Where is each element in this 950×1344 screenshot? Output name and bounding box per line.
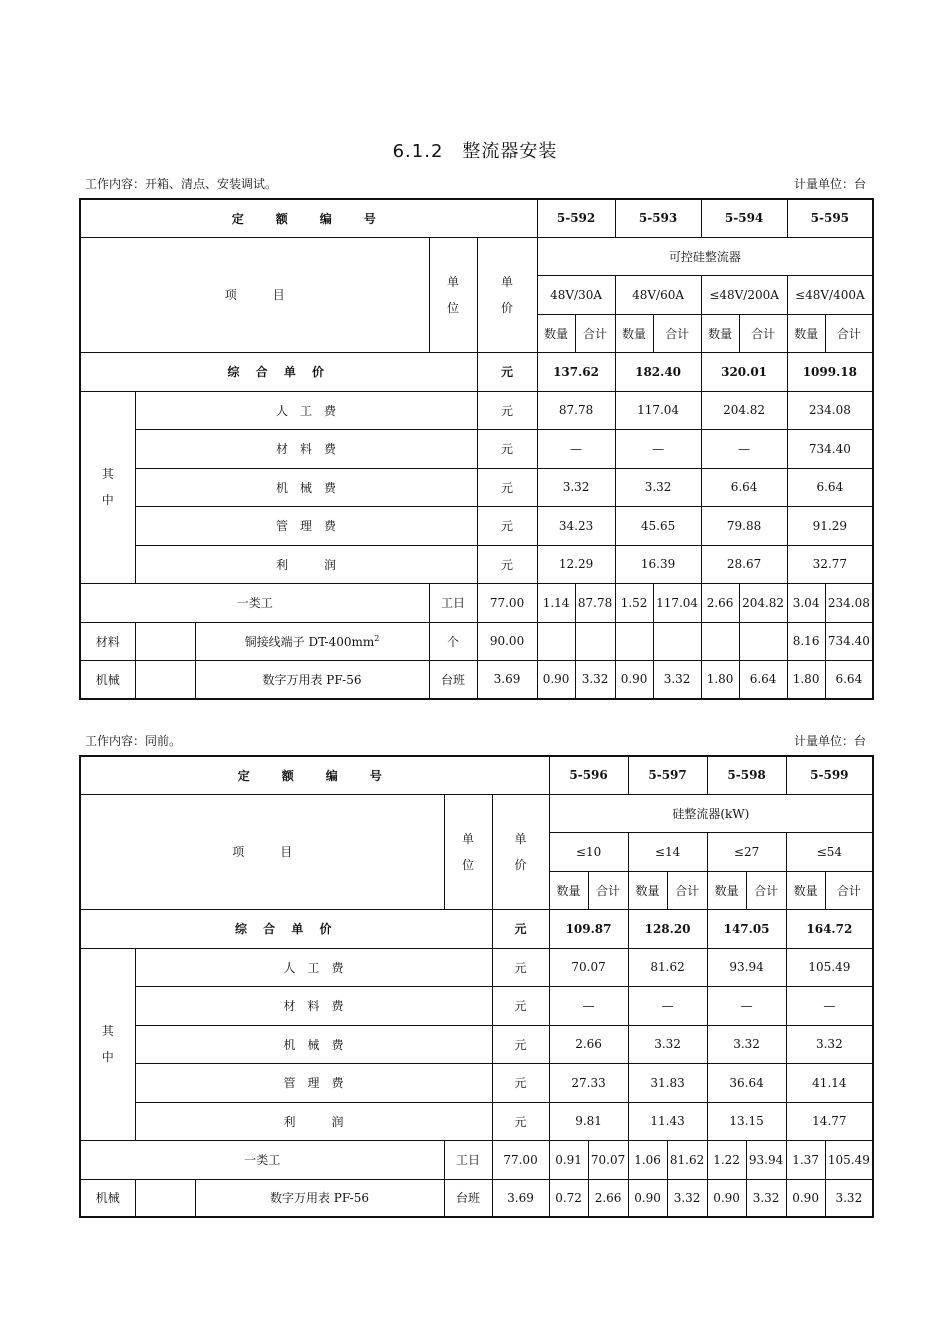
spec-header: ≤48V/400A	[787, 275, 873, 314]
cost-item-value: 3.32	[628, 1025, 707, 1063]
cost-item-value: —	[707, 986, 786, 1025]
cost-item-unit: 元	[492, 1102, 549, 1140]
cost-item-name: 人 工 费	[135, 391, 477, 429]
sum-header: 合计	[746, 871, 786, 909]
cost-item-value: 2.66	[549, 1025, 628, 1063]
spec-header: ≤14	[628, 832, 707, 871]
cost-item-name: 管 理 费	[135, 1063, 492, 1102]
cost-item-value: 87.78	[537, 391, 615, 429]
item-header: 项 目	[80, 794, 444, 909]
spec-header: ≤10	[549, 832, 628, 871]
machine-sum: 3.32	[746, 1179, 786, 1217]
sum-header: 合计	[739, 314, 787, 352]
total-price-unit: 元	[492, 909, 549, 948]
machine-qty: 0.72	[549, 1179, 588, 1217]
cost-item-name: 人 工 费	[135, 948, 492, 986]
cost-item-name: 利 润	[135, 545, 477, 583]
quota-code: 5-595	[787, 199, 873, 237]
machine-qty: 0.90	[628, 1179, 667, 1217]
machine-sum: 3.32	[667, 1179, 707, 1217]
cost-item-value: 12.29	[537, 545, 615, 583]
labor-sum: 87.78	[575, 583, 615, 622]
cost-item-value: —	[786, 986, 873, 1025]
spec-header: 48V/60A	[615, 275, 701, 314]
machine-qty: 0.90	[786, 1179, 825, 1217]
labor-qty: 3.04	[787, 583, 825, 622]
total-price-value: 164.72	[786, 909, 873, 948]
cost-item-value: 9.81	[549, 1102, 628, 1140]
machine-blank	[135, 660, 195, 699]
price-header: 单 价	[477, 237, 537, 352]
sum-header: 合计	[575, 314, 615, 352]
cost-item-value: 13.15	[707, 1102, 786, 1140]
quota-code: 5-593	[615, 199, 701, 237]
quota-code: 5-594	[701, 199, 787, 237]
price-header: 单 价	[492, 794, 549, 909]
cost-item-name: 材 料 费	[135, 429, 477, 468]
machine-unit: 台班	[444, 1179, 492, 1217]
machine-price: 3.69	[492, 1179, 549, 1217]
cost-item-value: 28.67	[701, 545, 787, 583]
cost-item-value: 734.40	[787, 429, 873, 468]
work-content-1: 工作内容：开箱、清点、安装调试。	[85, 177, 278, 191]
machine-sum: 3.32	[653, 660, 701, 699]
code-header: 定 额 编 号	[80, 199, 537, 237]
material-qty	[537, 622, 575, 660]
qty-header: 数量	[537, 314, 575, 352]
total-price-value: 320.01	[701, 352, 787, 391]
labor-price: 77.00	[477, 583, 537, 622]
group-header: 可控硅整流器	[537, 237, 873, 275]
machine-unit: 台班	[429, 660, 477, 699]
cost-item-unit: 元	[477, 391, 537, 429]
cost-item-value: 91.29	[787, 506, 873, 545]
labor-sum: 234.08	[825, 583, 873, 622]
cost-item-value: —	[615, 429, 701, 468]
machine-price: 3.69	[477, 660, 537, 699]
machine-qty: 1.80	[787, 660, 825, 699]
cost-item-unit: 元	[477, 545, 537, 583]
cost-item-value: 36.64	[707, 1063, 786, 1102]
sum-header: 合计	[653, 314, 701, 352]
material-sum	[653, 622, 701, 660]
quota-code: 5-596	[549, 756, 628, 794]
material-price: 90.00	[477, 622, 537, 660]
group-header: 硅整流器(kW)	[549, 794, 873, 832]
spec-header: 48V/30A	[537, 275, 615, 314]
labor-qty: 1.14	[537, 583, 575, 622]
machine-sum: 2.66	[588, 1179, 628, 1217]
labor-qty: 1.37	[786, 1140, 825, 1179]
total-price-value: 137.62	[537, 352, 615, 391]
machine-qty: 0.90	[615, 660, 653, 699]
machine-category: 机械	[80, 1179, 135, 1217]
quota-code: 5-599	[786, 756, 873, 794]
cost-item-unit: 元	[492, 1025, 549, 1063]
spec-header: ≤48V/200A	[701, 275, 787, 314]
measure-unit-2: 计量单位：台	[793, 734, 866, 748]
cost-item-value: 117.04	[615, 391, 701, 429]
cost-item-name: 机 械 费	[135, 1025, 492, 1063]
sum-header: 合计	[667, 871, 707, 909]
cost-item-value: 3.32	[615, 468, 701, 506]
machine-qty: 0.90	[537, 660, 575, 699]
total-price-value: 182.40	[615, 352, 701, 391]
qty-header: 数量	[615, 314, 653, 352]
labor-sum: 105.49	[825, 1140, 873, 1179]
cost-item-value: —	[537, 429, 615, 468]
cost-item-name: 利 润	[135, 1102, 492, 1140]
sum-header: 合计	[825, 314, 873, 352]
cost-item-unit: 元	[477, 468, 537, 506]
labor-qty: 1.52	[615, 583, 653, 622]
cost-item-value: 204.82	[701, 391, 787, 429]
labor-qty: 1.06	[628, 1140, 667, 1179]
total-price-value: 128.20	[628, 909, 707, 948]
cost-item-value: 34.23	[537, 506, 615, 545]
unit-header: 单 位	[429, 237, 477, 352]
cost-item-value: 45.65	[615, 506, 701, 545]
sum-header: 合计	[588, 871, 628, 909]
cost-item-value: 3.32	[537, 468, 615, 506]
labor-sum: 117.04	[653, 583, 701, 622]
material-category: 材料	[80, 622, 135, 660]
material-sum: 734.40	[825, 622, 873, 660]
machine-name: 数字万用表 PF-56	[195, 1179, 444, 1217]
labor-qty: 2.66	[701, 583, 739, 622]
qty-header: 数量	[786, 871, 825, 909]
total-price-value: 147.05	[707, 909, 786, 948]
labor-price: 77.00	[492, 1140, 549, 1179]
machine-blank	[135, 1179, 195, 1217]
cost-item-value: 234.08	[787, 391, 873, 429]
qty-header: 数量	[707, 871, 746, 909]
qizhong-label: 其 中	[80, 391, 135, 583]
labor-sum: 81.62	[667, 1140, 707, 1179]
quota-code: 5-597	[628, 756, 707, 794]
cost-item-value: 11.43	[628, 1102, 707, 1140]
machine-qty: 0.90	[707, 1179, 746, 1217]
qty-header: 数量	[701, 314, 739, 352]
quota-table-2	[79, 755, 874, 1218]
cost-item-value: 6.64	[701, 468, 787, 506]
machine-sum: 3.32	[575, 660, 615, 699]
labor-sum: 70.07	[588, 1140, 628, 1179]
code-header: 定 额 编 号	[80, 756, 549, 794]
labor-sum: 93.94	[746, 1140, 786, 1179]
quota-code: 5-592	[537, 199, 615, 237]
material-unit: 个	[429, 622, 477, 660]
cost-item-value: 41.14	[786, 1063, 873, 1102]
qty-header: 数量	[628, 871, 667, 909]
cost-item-unit: 元	[477, 429, 537, 468]
total-price-unit: 元	[477, 352, 537, 391]
cost-item-value: —	[628, 986, 707, 1025]
unit-header: 单 位	[444, 794, 492, 909]
item-header: 项 目	[80, 237, 429, 352]
total-price-label: 综 合 单 价	[80, 909, 492, 948]
cost-item-value: 31.83	[628, 1063, 707, 1102]
work-content-2: 工作内容：同前。	[85, 734, 182, 748]
total-price-value: 109.87	[549, 909, 628, 948]
labor-sum: 204.82	[739, 583, 787, 622]
labor-name: 一类工	[80, 583, 429, 622]
cost-item-value: 6.64	[787, 468, 873, 506]
cost-item-value: 14.77	[786, 1102, 873, 1140]
cost-item-value: —	[701, 429, 787, 468]
machine-category: 机械	[80, 660, 135, 699]
machine-sum: 6.64	[825, 660, 873, 699]
material-qty: 8.16	[787, 622, 825, 660]
qty-header: 数量	[549, 871, 588, 909]
cost-item-unit: 元	[492, 1063, 549, 1102]
cost-item-value: 79.88	[701, 506, 787, 545]
page-title: 6.1.2 整流器安装	[392, 141, 558, 162]
labor-name: 一类工	[80, 1140, 444, 1179]
material-qty	[701, 622, 739, 660]
labor-qty: 1.22	[707, 1140, 746, 1179]
cost-item-value: 105.49	[786, 948, 873, 986]
cost-item-value: —	[549, 986, 628, 1025]
material-qty	[615, 622, 653, 660]
cost-item-value: 32.77	[787, 545, 873, 583]
cost-item-name: 机 械 费	[135, 468, 477, 506]
labor-unit: 工日	[429, 583, 477, 622]
total-price-value: 1099.18	[787, 352, 873, 391]
machine-sum: 3.32	[825, 1179, 873, 1217]
measure-unit-1: 计量单位：台	[793, 177, 866, 191]
cost-item-unit: 元	[492, 948, 549, 986]
qty-header: 数量	[787, 314, 825, 352]
cost-item-value: 81.62	[628, 948, 707, 986]
material-blank	[135, 622, 195, 660]
labor-unit: 工日	[444, 1140, 492, 1179]
cost-item-value: 27.33	[549, 1063, 628, 1102]
spec-header: ≤54	[786, 832, 873, 871]
material-sum	[575, 622, 615, 660]
machine-sum: 6.64	[739, 660, 787, 699]
material-sum	[739, 622, 787, 660]
material-name: 铜接线端子 $DT-400mm^2$	[195, 622, 429, 660]
cost-item-unit: 元	[492, 986, 549, 1025]
cost-item-value: 3.32	[786, 1025, 873, 1063]
total-price-label: 综 合 单 价	[80, 352, 477, 391]
quota-table-1	[79, 198, 874, 700]
spec-header: ≤27	[707, 832, 786, 871]
cost-item-name: 材 料 费	[135, 986, 492, 1025]
quota-code: 5-598	[707, 756, 786, 794]
cost-item-value: 3.32	[707, 1025, 786, 1063]
cost-item-value: 70.07	[549, 948, 628, 986]
sum-header: 合计	[825, 871, 873, 909]
cost-item-name: 管 理 费	[135, 506, 477, 545]
cost-item-value: 16.39	[615, 545, 701, 583]
qizhong-label: 其 中	[80, 948, 135, 1140]
cost-item-value: 93.94	[707, 948, 786, 986]
cost-item-unit: 元	[477, 506, 537, 545]
labor-qty: 0.91	[549, 1140, 588, 1179]
machine-qty: 1.80	[701, 660, 739, 699]
machine-name: 数字万用表 PF-56	[195, 660, 429, 699]
